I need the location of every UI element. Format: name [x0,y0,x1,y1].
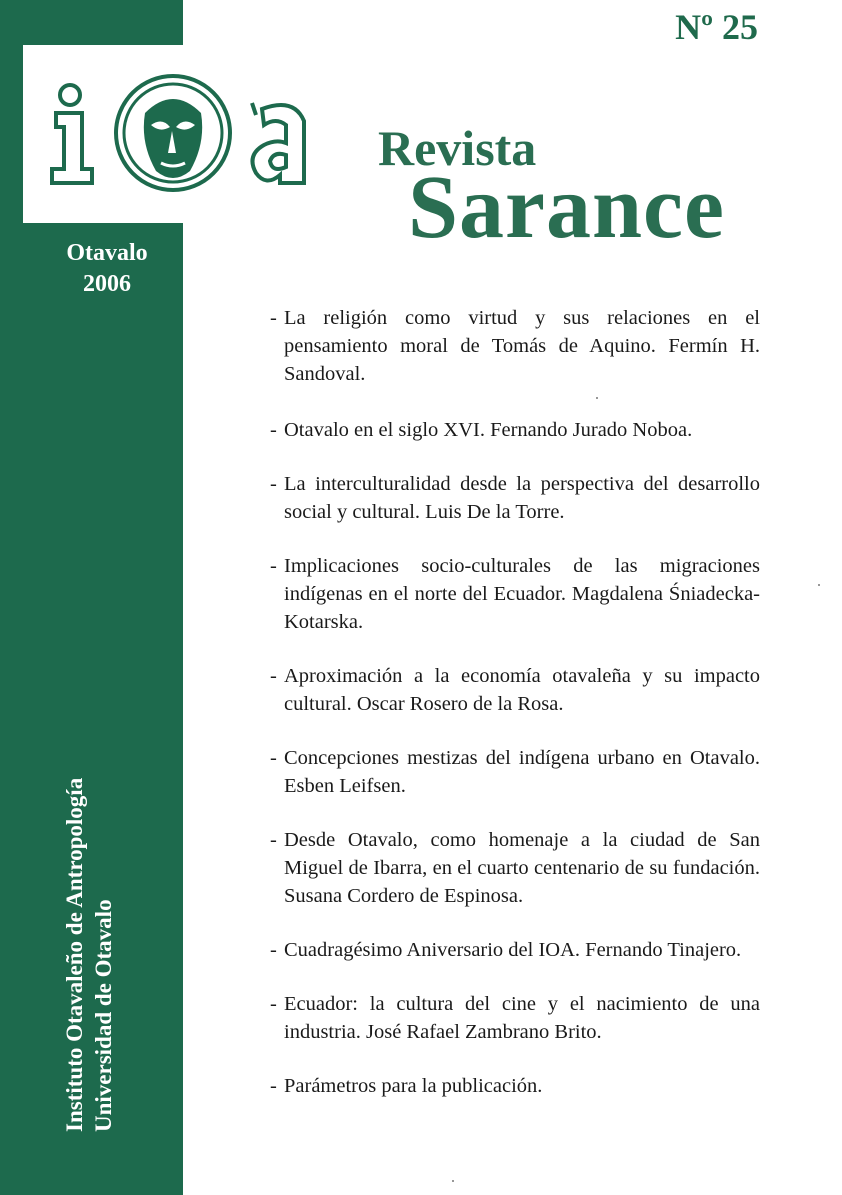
toc-entry-text: Implicaciones socio-culturales de las migraciones indígenas en el norte del Ecuador. Magdalena Śniadecka-Kotarska. [284,555,760,633]
publisher-vertical [60,702,118,1132]
toc-dash: - [270,473,277,495]
toc-dash: - [270,747,277,769]
logo-panel [23,45,183,223]
toc-entry-text: Aproximación a la economía otavaleña y su impacto cultural. Oscar Rosero de la Rosa. [284,665,760,715]
issue-number: Nº 25 [675,7,758,47]
toc-dash: - [270,1075,277,1097]
toc-entry-text: La religión como virtud y sus relaciones en el pensamiento moral de Tomás de Aquino. Fermín H. Sandoval. [284,307,760,385]
toc-item [270,936,760,964]
toc-item [270,662,760,718]
toc-entry-text: La interculturalidad desde la perspectiva del desarrollo social y cultural. Luis De la Torre. [284,473,760,523]
publisher-line-1: Instituto Otavaleño de Antropología [62,777,87,1132]
city-label: Otavalo [66,240,148,266]
table-of-contents [270,304,760,1100]
magazine-label: Revista [378,120,537,176]
magazine-title: Sarance [408,158,725,257]
toc-item [270,744,760,800]
toc-entry-text: Cuadragésimo Aniversario del IOA. Fernando Tinajero. [284,939,742,961]
toc-entry-text: Desde Otavalo, como homenaje a la ciudad de San Miguel de Ibarra, en el cuarto centenario de su fundación. Susana Cordero de Espinosa. [284,829,760,907]
toc-entry-text: Otavalo en el siglo XVI. Fernando Jurado Noboa. [284,419,693,441]
paper-speck [452,1180,454,1182]
toc-item [270,470,760,526]
toc-item [270,304,760,388]
year-label: 2006 [83,271,131,297]
toc-dash: - [270,307,277,329]
city-year [40,238,174,300]
toc-dash: - [270,555,277,577]
toc-item [270,826,760,910]
toc-dash: - [270,419,277,441]
paper-speck [596,397,598,399]
publisher-line-2: Universidad de Otavalo [91,899,116,1132]
toc-entry-text: Ecuador: la cultura del cine y el nacimiento de una industria. José Rafael Zambrano Brito. [284,993,760,1043]
toc-entry-text: Parámetros para la publicación. [284,1075,543,1097]
toc-item [270,1072,760,1100]
toc-item [270,990,760,1046]
toc-item [270,416,760,444]
ioa-logo [50,73,350,238]
toc-dash: - [270,829,277,851]
toc-dash: - [270,939,277,961]
toc-dash: - [270,665,277,687]
toc-dash: - [270,993,277,1015]
toc-entry-text: Concepciones mestizas del indígena urbano en Otavalo. Esben Leifsen. [284,747,760,797]
toc-item [270,552,760,636]
paper-speck [818,584,820,586]
